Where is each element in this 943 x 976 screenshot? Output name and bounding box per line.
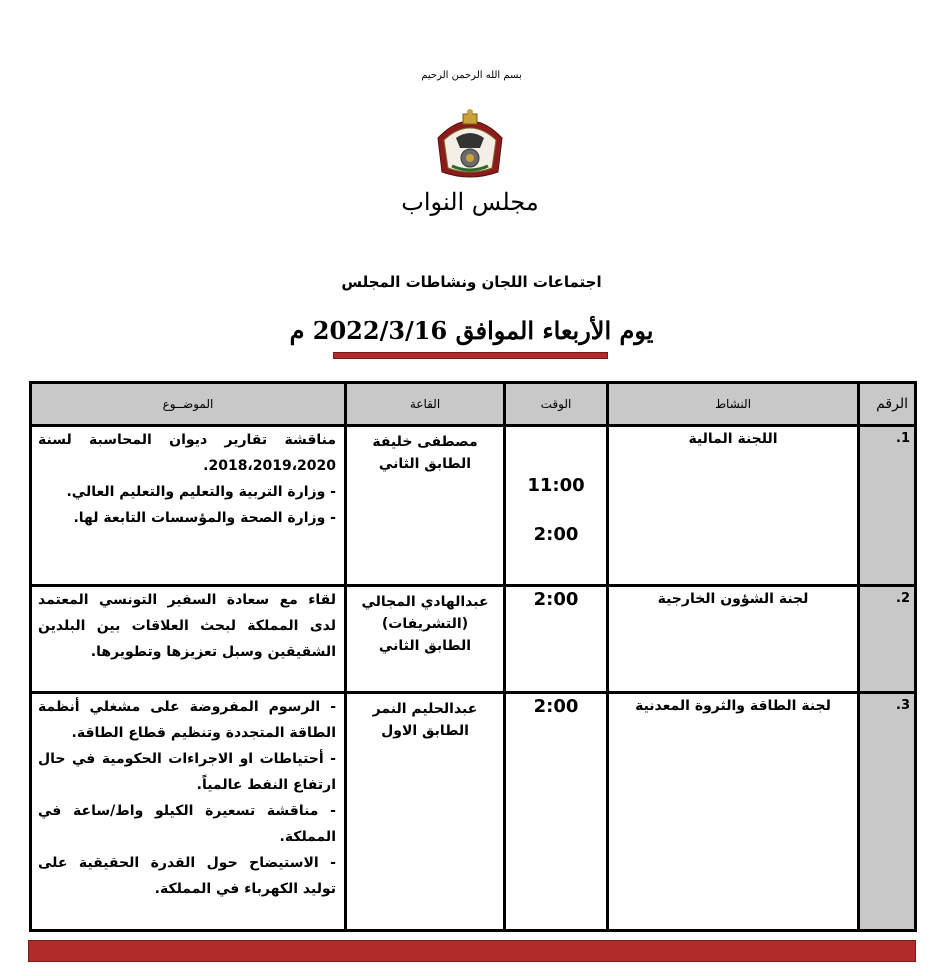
row-topic — [31, 586, 346, 693]
schedule-table — [29, 381, 917, 932]
row-number: 1. — [859, 426, 916, 586]
row-number: 2. — [859, 586, 916, 693]
table-row — [31, 693, 916, 931]
row-hall-line: عبدالهادي المجالي — [361, 594, 489, 610]
row-topic-line: مناقشة تقارير ديوان المحاسبة لسنة 2018،2019،2020. — [38, 432, 336, 474]
row-time-start: 2:00 — [533, 589, 579, 610]
row-time — [505, 586, 608, 693]
row-time-start: 11:00 — [527, 475, 585, 496]
column-header-number: الرقم — [859, 383, 916, 426]
row-activity: لجنة الطاقة والثروة المعدنية — [608, 693, 859, 931]
basmala: بسم الله الرحمن الرحيم — [421, 70, 522, 81]
column-header-topic: الموضــوع — [31, 383, 346, 426]
row-hall-line: الطابق الثاني — [378, 638, 472, 654]
page-heading: اجتماعات اللجان ونشاطات المجلس — [341, 273, 602, 291]
row-topic-line: - وزارة الصحة والمؤسسات التابعة لها. — [73, 510, 336, 526]
row-topic-line: - الاستيضاح حول القدرة الحقيقية على توليد الكهرباء في المملكة. — [38, 855, 336, 897]
row-time — [505, 426, 608, 586]
row-hall — [346, 693, 505, 931]
row-topic-line: - وزارة التربية والتعليم والتعليم العالي. — [66, 484, 336, 500]
footer-accent-bar — [28, 940, 916, 962]
column-header-hall: القاعة — [346, 383, 505, 426]
row-hall-line: عبدالحليم النمر — [372, 701, 478, 717]
row-hall — [346, 426, 505, 586]
table-header-row — [31, 383, 916, 426]
column-header-activity: النشاط — [608, 383, 859, 426]
row-topic — [31, 693, 346, 931]
title-underline-bar — [333, 352, 608, 359]
table-row — [31, 426, 916, 586]
row-hall-line: الطابق الاول — [381, 723, 469, 739]
row-time-start: 2:00 — [533, 696, 579, 717]
council-name: مجلس النواب — [401, 188, 539, 216]
table-row — [31, 586, 916, 693]
row-topic-line: - أحتياطات او الاجراءات الحكومية في حال ارتفاع النفط عالمياً. — [38, 751, 336, 793]
row-time — [505, 693, 608, 931]
row-topic-line: - مناقشة تسعيرة الكيلو واط/ساعة في المملكة. — [38, 803, 336, 845]
jordan-coat-of-arms-icon — [430, 108, 510, 182]
row-number: 3. — [859, 693, 916, 931]
row-hall — [346, 586, 505, 693]
column-header-time: الوقت — [505, 383, 608, 426]
row-hall-line: مصطفى خليفة — [372, 434, 478, 450]
row-hall-line: (التشريفات) — [381, 616, 469, 632]
row-topic — [31, 426, 346, 586]
row-topic-line: - الرسوم المفروضة على مشغلي أنظمة الطاقة المتجددة وتنظيم قطاع الطاقة. — [38, 699, 336, 741]
row-activity: لجنة الشؤون الخارجية — [608, 586, 859, 693]
row-time-end: 2:00 — [533, 524, 579, 545]
row-topic-line: لقاء مع سعادة السفير التونسي المعتمد لدى المملكة لبحث العلاقات بين البلدين الشقيقين وسبل تعزيزها وتطويرها. — [38, 592, 336, 660]
row-activity: اللجنة المالية — [608, 426, 859, 586]
row-hall-line: الطابق الثاني — [378, 456, 472, 472]
date-line: يوم الأربعاء الموافق 2022/3/16 م — [289, 316, 654, 345]
